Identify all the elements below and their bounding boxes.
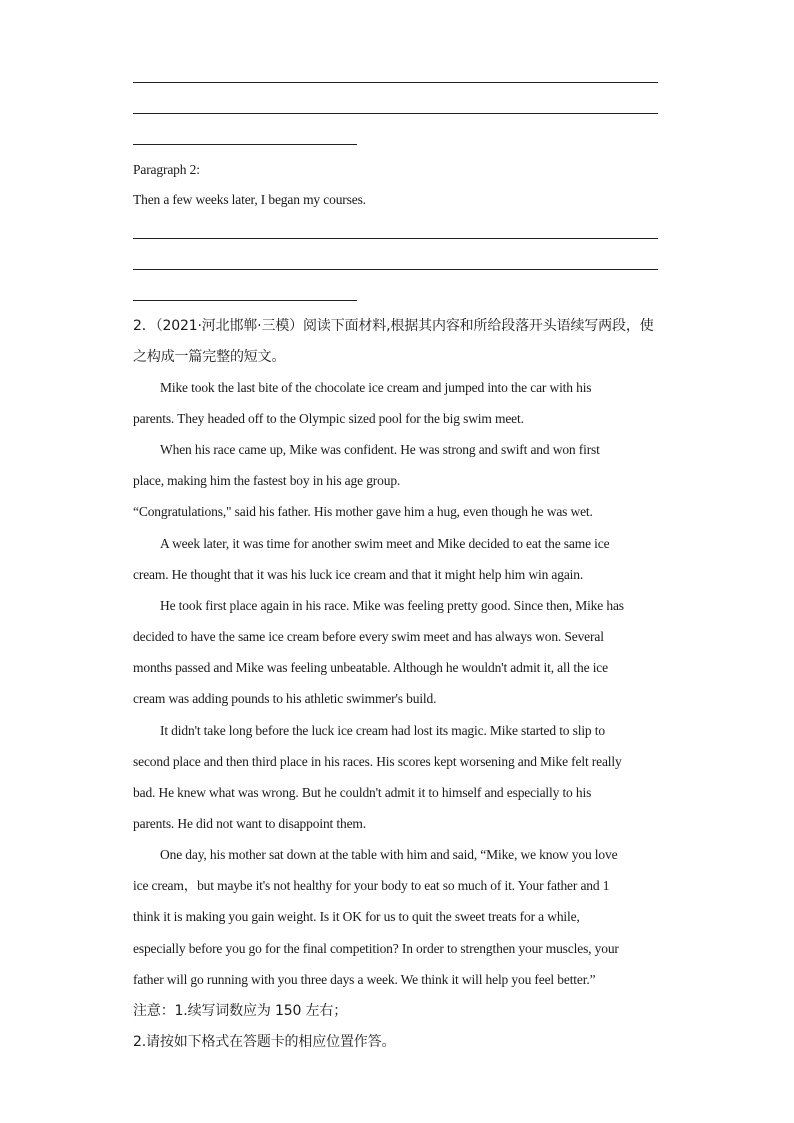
passage-line: He took first place again in his race. Mike was feeling pretty good. Since then, Mike has (160, 598, 624, 613)
paragraph2-opening: Then a few weeks later, I began my courses. (133, 192, 366, 207)
passage-line: parents. He did not want to disappoint them. (133, 816, 366, 831)
passage-line: decided to have the same ice cream before every swim meet and has always won. Several (133, 629, 604, 644)
passage-line: father will go running with you three days a week. We think it will help you feel better.” (133, 972, 596, 987)
passage-line: Mike took the last bite of the chocolate ice cream and jumped into the car with his (160, 380, 592, 395)
passage-line: bad. He knew what was wrong. But he couldn't admit it to himself and especially to his (133, 785, 592, 800)
passage-line: It didn't take long before the luck ice cream had lost its magic. Mike started to slip to (160, 723, 605, 738)
answer-line (133, 82, 658, 83)
passage-line: cream. He thought that it was his luck ice cream and that it might help him win again. (133, 567, 584, 582)
passage-line: cream was adding pounds to his athletic swimmer's build. (133, 691, 437, 706)
passage-line: especially before you go for the final competition? In order to strengthen your muscles, your (133, 941, 619, 956)
passage-line: One day, his mother sat down at the table with him and said, “Mike, we know you love (160, 847, 618, 862)
answer-line (133, 238, 658, 239)
passage-line: months passed and Mike was feeling unbeatable. Although he wouldn't admit it, all the ice (133, 660, 608, 675)
passage-line: ice cream，but maybe it's not healthy for your body to eat so much of it. Your father and 1 (133, 878, 610, 893)
passage-line: think it is making you gain weight. Is it OK for us to quit the sweet treats for a while, (133, 909, 580, 924)
passage-line: A week later, it was time for another swim meet and Mike decided to eat the same ice (160, 536, 610, 551)
paragraph2-label: Paragraph 2: (133, 162, 200, 177)
passage-line: When his race came up, Mike was confident. He was strong and swift and won first (160, 442, 600, 457)
question-heading-line2: 之构成一篇完整的短文。 (133, 349, 286, 365)
note-word-count: 注意：1.续写词数应为 150 左右； (133, 1003, 348, 1019)
answer-line (133, 144, 357, 145)
passage-line: place, making him the fastest boy in his age group. (133, 473, 401, 488)
answer-line (133, 113, 658, 114)
passage-line: parents. They headed off to the Olympic sized pool for the big swim meet. (133, 411, 524, 426)
answer-line (133, 300, 357, 301)
question-heading-line1: 2．（2021·河北邯郸·三模）阅读下面材料,根据其内容和所给段落开头语续写两段，使 (133, 318, 654, 334)
passage-line: second place and then third place in his races. His scores kept worsening and Mike felt really (133, 754, 622, 769)
passage-line: “Congratulations," said his father. His mother gave him a hug, even though he was wet. (133, 504, 593, 519)
note-answer-format: 2.请按如下格式在答题卡的相应位置作答。 (133, 1034, 396, 1050)
answer-line (133, 269, 658, 270)
